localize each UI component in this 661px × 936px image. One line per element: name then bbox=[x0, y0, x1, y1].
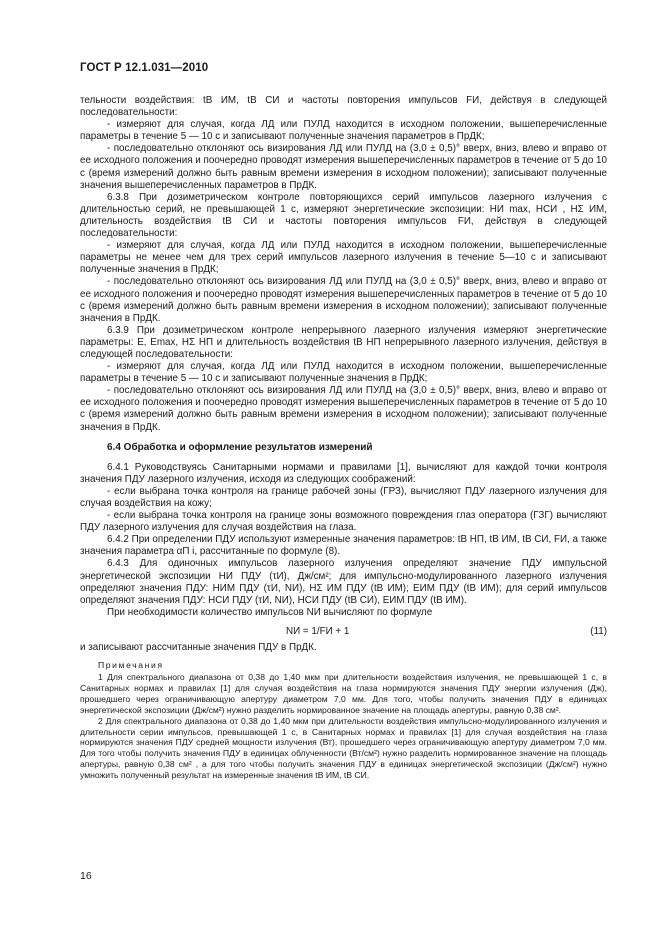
after-formula-text: и записывают рассчитанные значения ПДУ в ПрДК. bbox=[80, 642, 317, 654]
formula-expression: NИ = 1/FИ + 1 bbox=[286, 625, 350, 637]
document-body bbox=[80, 95, 607, 781]
paragraph-continuation: тельности воздействия: tВ ИМ, tВ СИ и частоты повторения импульсов FИ, действуя в следующей последовательности: bbox=[80, 95, 607, 119]
list-item: - последовательно отклоняют ось визирования ЛД или ПУЛД на (3,0 ± 0,5)° вверх, вниз, влево и вправо от ее исходного положения и поочередно проводят измерения вышеперечисленных параметров в течение от 5 до 10 с (время измерений должно быть равным времени измерения в исходном положении); записывают полученные значения в ПрДК. bbox=[80, 385, 607, 433]
clause-6-4-1: 6.4.1 Руководствуясь Санитарными нормами и правилами [1], вычисляют для каждой точки контроля значения ПДУ лазерного излучения, исходя из следующих соображений: bbox=[80, 461, 607, 485]
list-item: - если выбрана точка контроля на границе рабочей зоны (ГРЗ), вычисляют ПДУ лазерного излучения для случая воздействия на кожу; bbox=[80, 485, 607, 509]
notes-title: Примечания bbox=[98, 660, 164, 671]
standard-header: ГОСТ Р 12.1.031—2010 bbox=[80, 62, 209, 74]
clause-6-4-2: 6.4.2 При определении ПДУ используют измеренные значения параметров: tВ НП, tВ ИМ, tВ СИ, FИ, а также значения параметра αП i, рассчитанные по формуле (8). bbox=[80, 534, 607, 558]
note-item: 2 Для спектрального диапазона от 0,38 до 1,40 мкм при длительности воздействия импульсно-модулированного излучения и длительности серии импульсов, превышающей 1 с, в Санитарных нормах и правилах [1] для случая воздействия на глаза нормируются значения ПДУ средней мощности излучения (Вт), прошедшего через ограничивающую апертуру диаметром 7,0 мм. Для того чтобы получить значения ПДУ в единицах облученности (Вт/см²) нужно разделить нормированное значение на площадь апертуры, равную 0,38 см² , а для того чтобы получить значения ПДУ в единицах энергетической экспозиции (Дж/см²) нужно умножить полученный результат на измеренные значения tВ ИМ, tВ СИ. bbox=[80, 715, 607, 781]
list-item: - последовательно отклоняют ось визирования ЛД или ПУЛД на (3,0 ± 0,5)° вверх, вниз, влево и вправо от ее исходного положения и поочередно проводят измерения вышеперечисленных параметров в течение от 5 до 10 с (время измерений должно быть равным времени измерения в исходном положении); записывают полученные значения вышеперечисленных параметров в ПрДК. bbox=[80, 143, 607, 191]
clause-6-4-3: 6.4.3 Для одиночных импульсов лазерного излучения определяют значение ПДУ импульсной энергетической экспозиции НИ ПДУ (τИ), Дж/см²; для импульсно-модулированного лазерного излучения определяют значения ПДУ: НИМ ПДУ (τИ, NИ), НΣ ИМ ПДУ (tВ ИМ); ЕИМ ПДУ (tВ ИМ); для серий импульсов определяют значения ПДУ: НСИ ПДУ (τИ, NИ), НСИ ПДУ (tВ СИ), ЕИМ ПДУ (tВ ИМ). bbox=[80, 558, 607, 606]
page-number: 16 bbox=[80, 870, 92, 882]
notes-block bbox=[80, 660, 607, 781]
list-item: - последовательно отклоняют ось визирования ЛД или ПУЛД на (3,0 ± 0,5)° вверх, вниз, влево и вправо от ее исходного положения и поочередно проводят измерения вышеперечисленных параметров в течение от 5 до 10 с (время измерений должно быть равным времени измерения в исходном положении); записывают полученные значения в ПрДК. bbox=[80, 276, 607, 324]
clause-6-3-9: 6.3.9 При дозиметрическом контроле непрерывного лазерного излучения измеряют энергетические параметры: Е, Еmax, НΣ НП и длительность воздействия tВ НП непрерывного лазерного излучения, действуя в следующей последовательности: bbox=[80, 324, 607, 360]
list-item: - измеряют для случая, когда ЛД или ПУЛД находится в исходном положении, вышеперечисленные параметры в течение 5 — 10 с и записывают полученные значения параметров в ПрДК; bbox=[80, 119, 607, 143]
clause-6-3-8: 6.3.8 При дозиметрическом контроле повторяющихся серий импульсов лазерного излучения с длительностью серий, не превышающей 1 с, измеряют энергетические экспозиции: НИ max, НСИ , НΣ ИМ, длительность воздействия tВ СИ и частоты повторения импульсов FИ, действуя в следующей последовательности: bbox=[80, 191, 607, 240]
list-item: - измеряют для случая, когда ЛД или ПУЛД находится в исходном положении, вышеперечисленные параметры не менее чем для трех серий импульсов лазерного излучения в течение 5—10 с и записывают полученные значения в ПрДК; bbox=[80, 240, 607, 276]
section-title: 6.4 Обработка и оформление результатов измерений bbox=[107, 441, 373, 453]
list-item: - измеряют для случая, когда ЛД или ПУЛД находится в исходном положении, вышеперечисленные параметры в течение 5 — 10 с и записывают полученные значения в ПрДК; bbox=[80, 361, 607, 385]
note-item: 1 Для спектрального диапазона от 0,38 до 1,40 мкм при длительности воздействия излучения, не превышающей 1 с, в Санитарных нормах и правилах [1] для случая воздействия на глаза нормируются значения ПДУ энергии излучения (Дж), прошедшего через ограничивающую апертуру диаметром 7,0 мм. Для того, чтобы получить значения ПДУ в единицах энергетической экспозиции (Дж/см²) нужно разделить нормированное значение на площадь апертуры, равную 0,38 см². bbox=[80, 672, 607, 715]
list-item: - если выбрана точка контроля на границе зоны возможного повреждения глаз оператора (ГЗГ) вычисляют ПДУ лазерного излучения для случая воздействия на глаза. bbox=[80, 510, 607, 534]
formula-row bbox=[80, 626, 607, 638]
formula-intro: При необходимости количество импульсов NИ вычисляют по формуле bbox=[107, 606, 433, 618]
formula-number: (11) bbox=[590, 625, 607, 637]
